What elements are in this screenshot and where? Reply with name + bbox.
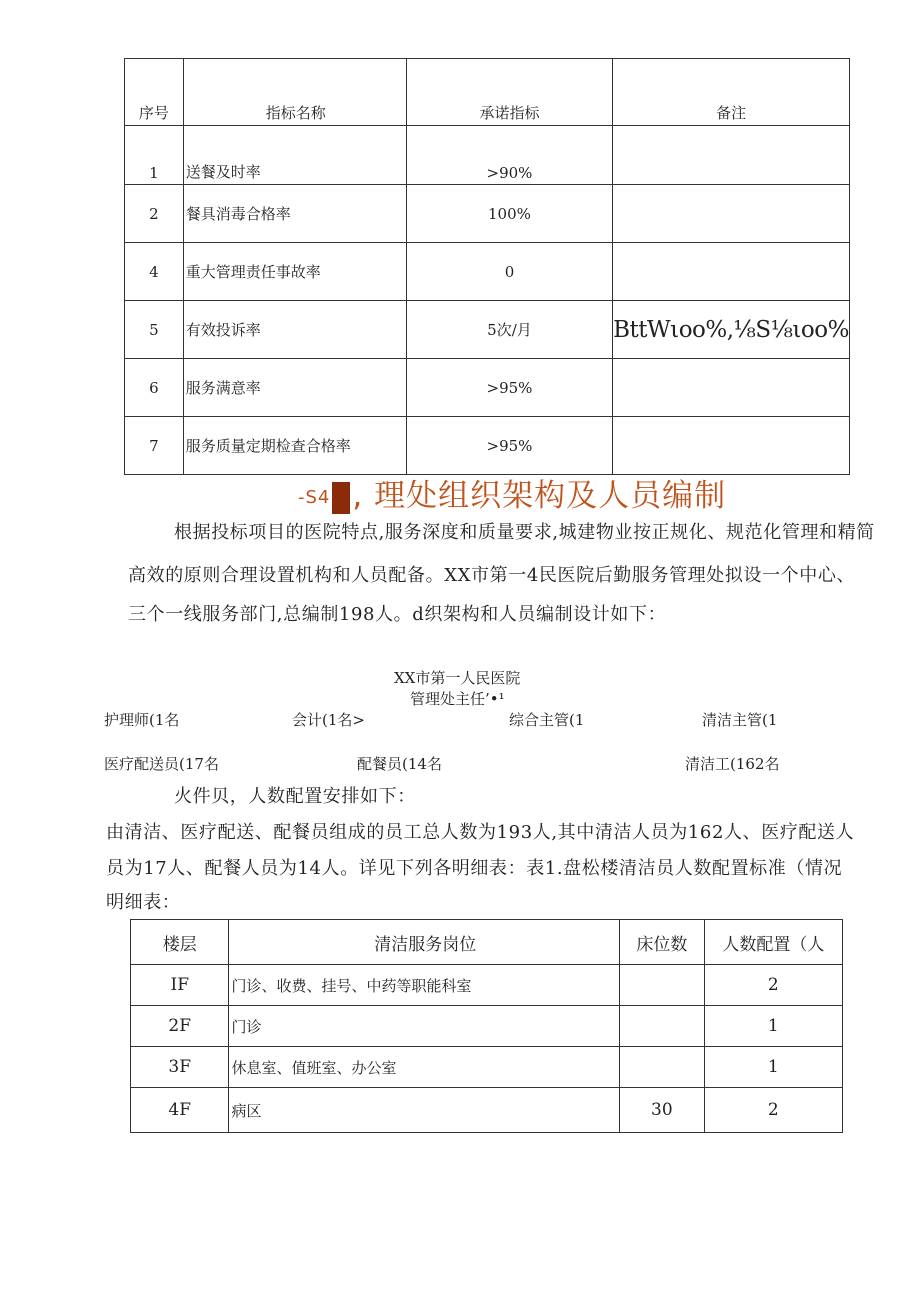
table-row — [125, 301, 850, 359]
header-count: 人数配置（人 — [704, 920, 842, 965]
row-name: 服务满意率 — [183, 359, 406, 417]
row-count: 2 — [704, 1088, 842, 1133]
row-no: 5 — [125, 301, 184, 359]
table-row — [131, 1088, 843, 1133]
heading-text: , 理处组织架构及人员编制 — [352, 478, 727, 514]
row-name: 有效投诉率 — [183, 301, 406, 359]
row-name: 服务质量定期检查合格率 — [183, 417, 406, 475]
row-beds — [620, 1047, 705, 1088]
staff-line-2: 由清洁、医疗配送、配餐员组成的员工总人数为193人,其中清洁人员为162人、医疗配送人 — [106, 822, 855, 843]
row-beds — [620, 1006, 705, 1047]
staff-line-4: 明细表： — [106, 892, 181, 913]
heading-prefix: -S4 — [298, 487, 331, 508]
row-value: 100% — [406, 185, 612, 243]
row-no: 1 — [125, 126, 184, 185]
row-no: 2 — [125, 185, 184, 243]
intro-line-1: 根据投标项目的医院特点,服务深度和质量要求,城建物业按正规化、规范化管理和精简 — [174, 522, 875, 543]
staff-line-1: 火件贝，人数配置安排如下： — [174, 786, 416, 807]
org-node-medical-delivery: 医疗配送员(17名 — [104, 755, 219, 773]
intro-line-2: 高效的原则合理设置机构和人员配备。XX市第一4民医院后勤服务管理处拟设一个中心、 — [128, 565, 856, 586]
org-node-cleaner: 清洁工(162名 — [685, 755, 780, 773]
row-post: 病区 — [229, 1088, 620, 1133]
header-floor: 楼层 — [131, 920, 229, 965]
row-note: BttWιoo%,⅛S⅛ιoo% — [613, 301, 850, 359]
row-note — [613, 417, 850, 475]
row-note — [613, 185, 850, 243]
org-node-general-manager: 综合主管(1 — [509, 711, 585, 729]
header-post: 清洁服务岗位 — [229, 920, 620, 965]
org-top-subtitle: 管理处主任’•¹ — [410, 690, 505, 708]
org-node-cleaning-manager: 清洁主管(1 — [702, 711, 778, 729]
table-header-row — [125, 59, 850, 126]
row-note — [613, 359, 850, 417]
row-beds: 30 — [620, 1088, 705, 1133]
org-node-nurse: 护理师(1名 — [104, 711, 180, 729]
cleaning-staff-table — [130, 919, 843, 1133]
row-value: >90% — [406, 126, 612, 185]
table-row — [131, 1006, 843, 1047]
row-post: 门诊、收费、挂号、中药等职能科室 — [229, 965, 620, 1006]
table-row — [125, 126, 850, 185]
org-node-accountant: 会计(1名> — [292, 711, 365, 729]
row-count: 1 — [704, 1006, 842, 1047]
row-no: 7 — [125, 417, 184, 475]
section-heading — [298, 470, 726, 515]
header-commitment: 承诺指标 — [406, 59, 612, 126]
row-value: 5次/月 — [406, 301, 612, 359]
header-beds: 床位数 — [620, 920, 705, 965]
header-remark: 备注 — [613, 59, 850, 126]
row-no: 6 — [125, 359, 184, 417]
row-value: >95% — [406, 359, 612, 417]
header-indicator-name: 指标名称 — [183, 59, 406, 126]
row-floor: 3F — [131, 1047, 229, 1088]
row-floor: 2F — [131, 1006, 229, 1047]
table-row — [125, 417, 850, 475]
org-node-meal-staff: 配餐员(14名 — [357, 755, 442, 773]
row-no: 4 — [125, 243, 184, 301]
row-post: 休息室、值班室、办公室 — [229, 1047, 620, 1088]
table-row — [131, 1047, 843, 1088]
row-value: >95% — [406, 417, 612, 475]
row-floor: 4F — [131, 1088, 229, 1133]
org-top-title: XX市第一人民医院 — [394, 669, 521, 687]
row-name: 重大管理责任事故率 — [183, 243, 406, 301]
row-post: 门诊 — [229, 1006, 620, 1047]
table-row — [125, 185, 850, 243]
indicator-table — [124, 58, 850, 475]
table-row — [131, 965, 843, 1006]
row-count: 2 — [704, 965, 842, 1006]
row-value: 0 — [406, 243, 612, 301]
row-floor: IF — [131, 965, 229, 1006]
intro-line-3: 三个一线服务部门,总编制198人。d织架构和人员编制设计如下： — [128, 604, 667, 625]
table-row — [125, 359, 850, 417]
row-note — [613, 243, 850, 301]
header-seq: 序号 — [125, 59, 184, 126]
row-name: 送餐及时率 — [183, 126, 406, 185]
staff-line-3: 员为17人、配餐人员为14人。详见下列各明细表：表1.盘松楼清洁员人数配置标准（情况 — [106, 858, 843, 879]
table-row — [125, 243, 850, 301]
table-header-row — [131, 920, 843, 965]
row-count: 1 — [704, 1047, 842, 1088]
row-name: 餐具消毒合格率 — [183, 185, 406, 243]
heading-ink-block — [332, 482, 350, 514]
row-beds — [620, 965, 705, 1006]
row-note — [613, 126, 850, 185]
